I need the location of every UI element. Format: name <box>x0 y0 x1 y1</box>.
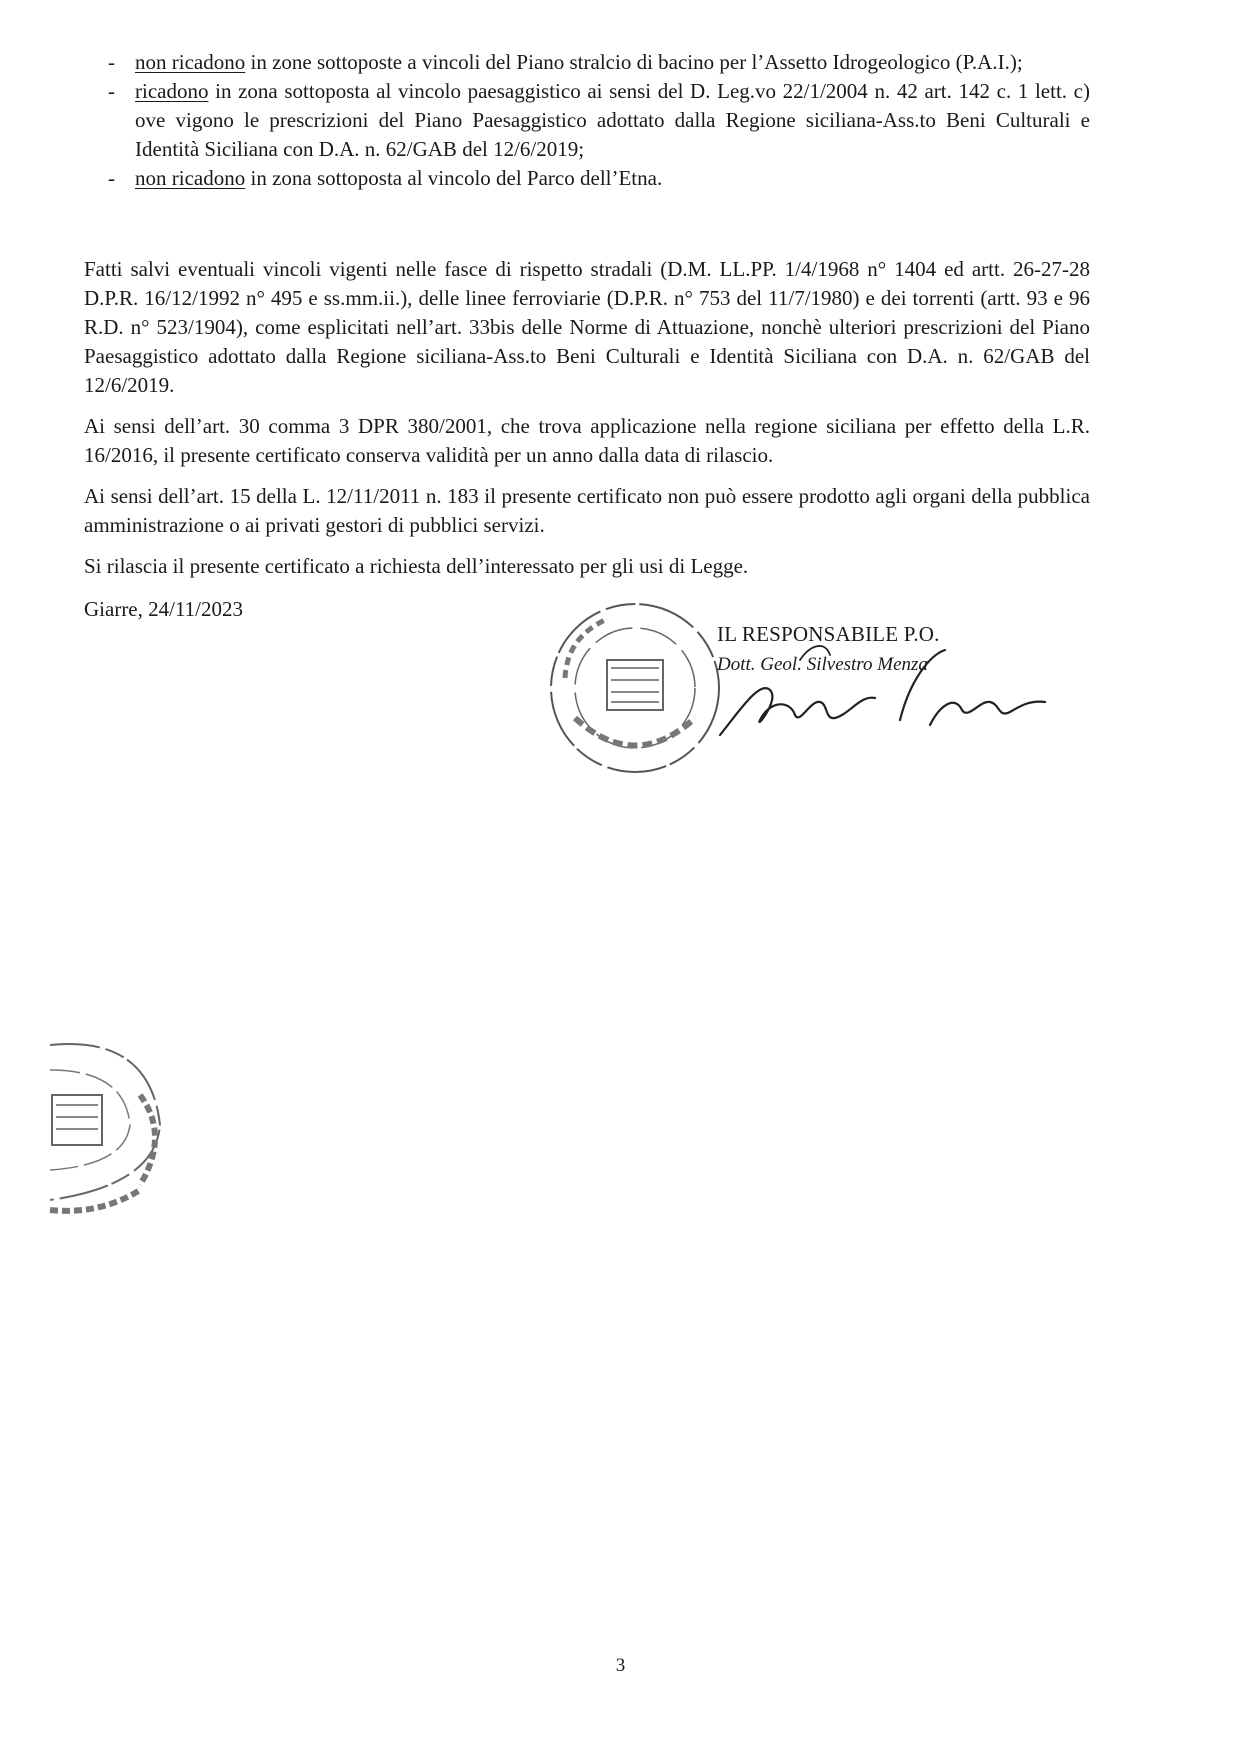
list-item <box>108 164 1090 193</box>
handwritten-signature-icon <box>700 640 1050 750</box>
page-number: 3 <box>615 1655 626 1676</box>
paragraph-usage-limits: Ai sensi dell’art. 15 della L. 12/11/2011 n. 183 il presente certificato non può essere prodotto agli organi della pubblica amministrazione o ai privati gestori di pubblici servizi. <box>84 484 1090 537</box>
official-stamp-icon <box>545 598 725 778</box>
paragraph-constraints: Fatti salvi eventuali vincoli vigenti nelle fasce di rispetto stradali (D.M. LL.PP. 1/4/1968 n° 1404 ed artt. 26-27-28 D.P.R. 16/12/1992 n° 495 e ss.mm.ii.), delle linee ferroviarie (D.P.R. n° 753 del 11/7/1980) e dei torrenti (artt. 93 e 96 R.D. n° 523/1904), come esplicitati nell’art. 33bis delle Norme di Attuazione, nonchè ulteriori prescrizioni del Piano Paesaggistico adottato dalla Regione siciliana-Ass.to Beni Culturali e Identità Siciliana con D.A. n. 62/GAB del 12/6/2019. <box>84 257 1090 397</box>
paragraph-validity: Ai sensi dell’art. 30 comma 3 DPR 380/2001, che trova applicazione nella regione siciliana per effetto della L.R. 16/2016, il presente certificato conserva validità per un anno dalla data di rilascio. <box>84 414 1090 467</box>
date-line: Giarre, 24/11/2023 <box>84 597 244 621</box>
paragraph-issuance: Si rilascia il presente certificato a richiesta dell’interessato per gli usi di Legge. <box>84 554 749 578</box>
bullet-text: in zone sottoposte a vincoli del Piano stralcio di bacino per l’Assetto Idrogeologico (P.A.I.); <box>245 50 1023 74</box>
signatory-name: Dott. Geol. Silvestro Menza <box>717 654 928 675</box>
bullet-keyword: non ricadono <box>135 50 246 74</box>
office-stamp-icon <box>30 1025 180 1225</box>
bullet-dash: - <box>108 50 115 74</box>
bullet-text: in zona sottoposta al vincolo del Parco dell’Etna. <box>245 166 663 190</box>
body-paragraphs <box>84 255 1090 593</box>
list-item <box>108 48 1090 77</box>
bullet-dash: - <box>108 166 115 190</box>
bullet-dash: - <box>108 79 115 103</box>
signatory-title: IL RESPONSABILE P.O. <box>717 622 940 646</box>
bullet-keyword: non ricadono <box>135 166 246 190</box>
bullet-text: in zona sottoposta al vincolo paesaggistico ai sensi del D. Leg.vo 22/1/2004 n. 42 art. 142 c. 1 lett. c) ove vigono le prescrizioni del Piano Paesaggistico adottato dalla Regione siciliana-Ass.to Beni Culturali e Identità Siciliana con D.A. n. 62/GAB del 12/6/2019; <box>135 79 1090 161</box>
constraints-list <box>108 48 1090 193</box>
list-item <box>108 77 1090 164</box>
bullet-keyword: ricadono <box>135 79 209 103</box>
